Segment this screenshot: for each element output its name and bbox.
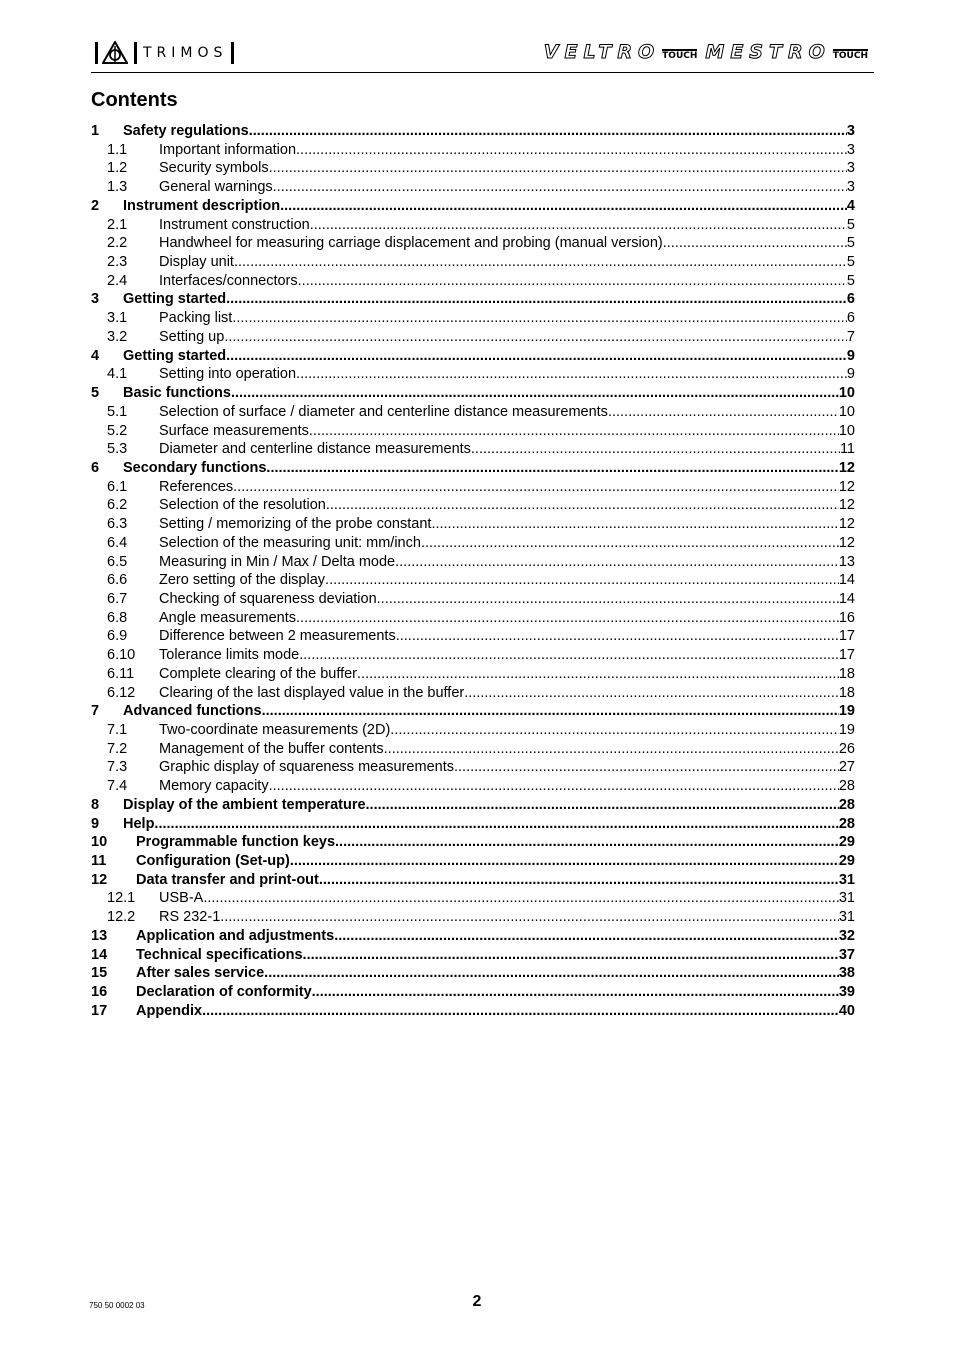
toc-dot-leader bbox=[203, 890, 839, 906]
toc-entry[interactable] bbox=[91, 591, 855, 610]
product-logos bbox=[544, 42, 868, 62]
toc-dot-leader bbox=[262, 703, 839, 719]
toc-dot-leader bbox=[390, 722, 839, 738]
toc-entry-label: General warnings bbox=[159, 179, 273, 196]
toc-entry[interactable] bbox=[91, 366, 855, 385]
toc-entry-label: Diameter and centerline distance measurements bbox=[159, 441, 471, 458]
toc-dot-leader bbox=[232, 310, 847, 326]
toc-dot-leader bbox=[326, 497, 839, 513]
toc-entry-label: Security symbols bbox=[159, 160, 269, 177]
toc-entry-page: 5 bbox=[846, 216, 855, 233]
toc-entry-number: 7.2 bbox=[107, 740, 128, 757]
toc-entry-page: 6 bbox=[846, 310, 855, 327]
toc-dot-leader bbox=[396, 628, 839, 644]
toc-entry-label: Angle measurements bbox=[159, 609, 297, 626]
toc-entry-label: Difference between 2 measurements bbox=[159, 628, 396, 645]
toc-dot-leader bbox=[312, 984, 839, 1000]
toc-dot-leader bbox=[296, 610, 839, 626]
toc-entry-page: 9 bbox=[846, 366, 855, 383]
toc-entry[interactable] bbox=[91, 572, 855, 591]
toc-dot-leader bbox=[395, 554, 839, 570]
toc-entry-page: 5 bbox=[846, 235, 855, 252]
toc-entry-page: 14 bbox=[838, 590, 855, 607]
toc-entry-page: 9 bbox=[846, 347, 855, 364]
toc-entry-label: Instrument construction bbox=[159, 216, 310, 233]
toc-dot-leader bbox=[231, 385, 839, 401]
toc-entry-label: Packing list bbox=[159, 310, 233, 327]
toc-dot-leader bbox=[224, 329, 847, 345]
logo-bar-mid bbox=[134, 42, 137, 64]
toc-entry-label: Technical specifications bbox=[136, 946, 303, 963]
toc-entry-number: 2.3 bbox=[107, 254, 128, 271]
toc-entry[interactable] bbox=[91, 460, 855, 479]
toc-entry[interactable] bbox=[91, 160, 855, 179]
toc-entry-page: 10 bbox=[838, 403, 855, 420]
toc-entry[interactable] bbox=[91, 778, 855, 797]
toc-entry-number: 5.2 bbox=[107, 422, 128, 439]
toc-entry-label: Memory capacity bbox=[159, 778, 269, 795]
toc-entry-page: 13 bbox=[838, 553, 855, 570]
toc-entry-label: Setting / memorizing of the probe constant bbox=[159, 516, 432, 533]
toc-entry-page: 17 bbox=[838, 647, 855, 664]
toc-entry-page: 28 bbox=[838, 815, 855, 832]
toc-entry-number: 7 bbox=[91, 703, 100, 720]
toc-dot-leader bbox=[608, 404, 839, 420]
toc-entry[interactable] bbox=[91, 685, 855, 704]
toc-entry[interactable] bbox=[91, 235, 855, 254]
toc-entry-label: Selection of surface / diameter and centerline distance measurements bbox=[159, 403, 608, 420]
table-of-contents bbox=[91, 123, 855, 1022]
toc-entry-label: Safety regulations bbox=[123, 123, 249, 139]
brand-name: TRIMOS bbox=[143, 45, 228, 61]
toc-dot-leader bbox=[269, 778, 839, 794]
toc-entry-label: RS 232-1 bbox=[159, 909, 221, 926]
toc-dot-leader bbox=[234, 254, 847, 270]
toc-entry-label: Display unit bbox=[159, 254, 234, 271]
toc-entry-number: 6.1 bbox=[107, 478, 128, 495]
toc-entry-label: Checking of squareness deviation bbox=[159, 590, 377, 607]
product-suffix: TOUCH bbox=[662, 51, 698, 61]
toc-entry[interactable] bbox=[91, 928, 855, 947]
toc-entry-number: 6.10 bbox=[107, 647, 136, 664]
toc-entry-label: After sales service bbox=[136, 965, 265, 982]
toc-entry-number: 7.4 bbox=[107, 778, 128, 795]
toc-dot-leader bbox=[266, 460, 838, 476]
toc-dot-leader bbox=[249, 123, 847, 139]
toc-entry[interactable] bbox=[91, 965, 855, 984]
toc-entry[interactable] bbox=[91, 759, 855, 778]
toc-entry-label: Application and adjustments bbox=[136, 927, 335, 944]
toc-entry[interactable] bbox=[91, 479, 855, 498]
toc-entry-page: 12 bbox=[838, 534, 855, 551]
toc-dot-leader bbox=[298, 273, 847, 289]
toc-entry-number: 6.5 bbox=[107, 553, 128, 570]
toc-dot-leader bbox=[226, 348, 847, 364]
toc-entry-page: 38 bbox=[838, 965, 855, 982]
toc-entry-number: 2.1 bbox=[107, 216, 128, 233]
toc-entry[interactable] bbox=[91, 348, 855, 367]
toc-entry-number: 5.3 bbox=[107, 441, 128, 458]
toc-entry-number: 2.4 bbox=[107, 272, 128, 289]
toc-entry-number: 10 bbox=[91, 834, 108, 851]
toc-entry-label: Complete clearing of the buffer bbox=[159, 665, 358, 682]
toc-entry-label: Basic functions bbox=[123, 385, 231, 402]
toc-entry-page: 31 bbox=[838, 871, 855, 888]
toc-entry[interactable] bbox=[91, 497, 855, 516]
toc-entry-number: 6.6 bbox=[107, 572, 128, 589]
toc-entry-number: 2.2 bbox=[107, 235, 128, 252]
toc-entry[interactable] bbox=[91, 1003, 855, 1022]
toc-dot-leader bbox=[335, 834, 839, 850]
toc-dot-leader bbox=[366, 797, 839, 813]
toc-entry[interactable] bbox=[91, 703, 855, 722]
product-name: MESTRO bbox=[705, 41, 831, 63]
toc-dot-leader bbox=[154, 816, 838, 832]
toc-entry-number: 3.1 bbox=[107, 310, 128, 327]
toc-entry-number: 1.1 bbox=[107, 141, 128, 158]
toc-entry-number: 12.2 bbox=[107, 909, 136, 926]
toc-entry[interactable] bbox=[91, 741, 855, 760]
product-logo-veltro bbox=[544, 42, 698, 62]
toc-entry-label: Data transfer and print-out bbox=[136, 871, 319, 888]
toc-entry-page: 3 bbox=[846, 141, 855, 158]
toc-entry-page: 16 bbox=[838, 609, 855, 626]
toc-dot-leader bbox=[454, 759, 839, 775]
toc-entry-label: Important information bbox=[159, 141, 297, 158]
toc-entry-page: 3 bbox=[846, 160, 855, 177]
toc-entry-number: 11 bbox=[91, 853, 107, 870]
toc-entry-page: 3 bbox=[846, 179, 855, 196]
toc-entry[interactable] bbox=[91, 385, 855, 404]
toc-dot-leader bbox=[273, 179, 847, 195]
toc-entry-number: 6 bbox=[91, 459, 100, 476]
toc-entry-page: 26 bbox=[838, 740, 855, 757]
toc-entry-page: 32 bbox=[838, 927, 855, 944]
toc-entry[interactable] bbox=[91, 179, 855, 198]
toc-entry-label: Setting into operation bbox=[159, 366, 297, 383]
toc-entry-number: 7.3 bbox=[107, 759, 128, 776]
toc-entry-page: 3 bbox=[846, 123, 855, 139]
toc-entry-number: 6.3 bbox=[107, 516, 128, 533]
toc-entry-number: 6.12 bbox=[107, 684, 136, 701]
toc-entry[interactable] bbox=[91, 217, 855, 236]
toc-entry[interactable] bbox=[91, 329, 855, 348]
toc-entry-number: 5 bbox=[91, 385, 100, 402]
toc-entry-label: Measuring in Min / Max / Delta mode bbox=[159, 553, 396, 570]
toc-entry-label: Zero setting of the display bbox=[159, 572, 326, 589]
toc-entry-label: References bbox=[159, 478, 234, 495]
page-number: 2 bbox=[472, 1293, 482, 1310]
toc-entry-page: 17 bbox=[838, 628, 855, 645]
toc-entry-number: 6.4 bbox=[107, 534, 128, 551]
toc-entry-label: Surface measurements bbox=[159, 422, 309, 439]
toc-entry-number: 7.1 bbox=[107, 722, 128, 738]
toc-entry[interactable] bbox=[91, 797, 855, 816]
toc-entry-number: 1 bbox=[91, 123, 100, 139]
toc-entry-label: Two-coordinate measurements (2D) bbox=[159, 722, 391, 738]
toc-dot-leader bbox=[464, 685, 839, 701]
page-header bbox=[91, 34, 874, 73]
toc-entry-number: 1.2 bbox=[107, 160, 128, 177]
toc-entry-number: 13 bbox=[91, 927, 108, 944]
toc-dot-leader bbox=[233, 479, 839, 495]
toc-entry-label: Advanced functions bbox=[123, 703, 262, 720]
toc-entry-label: Instrument description bbox=[123, 197, 281, 214]
toc-entry-label: Getting started bbox=[123, 291, 227, 308]
toc-entry-page: 5 bbox=[846, 254, 855, 271]
product-suffix: TOUCH bbox=[832, 51, 868, 61]
toc-entry-label: Graphic display of squareness measurements bbox=[159, 759, 454, 776]
toc-entry-page: 7 bbox=[846, 328, 855, 345]
toc-entry-page: 10 bbox=[838, 385, 855, 402]
toc-entry[interactable] bbox=[91, 291, 855, 310]
toc-entry[interactable] bbox=[91, 441, 855, 460]
toc-entry-page: 10 bbox=[838, 422, 855, 439]
toc-entry-number: 3 bbox=[91, 291, 100, 308]
toc-dot-leader bbox=[290, 853, 839, 869]
toc-entry-number: 5.1 bbox=[107, 403, 128, 420]
toc-entry-number: 16 bbox=[91, 984, 108, 1001]
toc-entry-page: 11 bbox=[839, 441, 855, 458]
toc-entry-number: 1.3 bbox=[107, 179, 128, 196]
toc-dot-leader bbox=[264, 965, 839, 981]
toc-entry-label: Selection of the measuring unit: mm/inch bbox=[159, 534, 421, 551]
toc-entry[interactable] bbox=[91, 853, 855, 872]
toc-dot-leader bbox=[226, 291, 847, 307]
toc-entry-page: 37 bbox=[838, 946, 855, 963]
toc-entry[interactable] bbox=[91, 610, 855, 629]
toc-entry-page: 28 bbox=[838, 778, 855, 795]
toc-dot-leader bbox=[310, 217, 847, 233]
toc-entry[interactable] bbox=[91, 198, 855, 217]
toc-entry[interactable] bbox=[91, 909, 855, 928]
toc-entry[interactable] bbox=[91, 834, 855, 853]
toc-dot-leader bbox=[220, 909, 839, 925]
toc-entry-number: 6.7 bbox=[107, 590, 128, 607]
toc-entry-label: Appendix bbox=[136, 1002, 203, 1019]
toc-entry[interactable] bbox=[91, 142, 855, 161]
toc-entry-number: 12 bbox=[91, 871, 108, 888]
toc-entry-label: Management of the buffer contents bbox=[159, 740, 384, 757]
toc-entry[interactable] bbox=[91, 535, 855, 554]
toc-entry[interactable] bbox=[91, 254, 855, 273]
toc-entry[interactable] bbox=[91, 273, 855, 292]
toc-entry[interactable] bbox=[91, 722, 855, 741]
toc-entry-label: Tolerance limits mode bbox=[159, 647, 300, 664]
toc-entry-label: Interfaces/connectors bbox=[159, 272, 298, 289]
toc-entry-label: Selection of the resolution bbox=[159, 497, 326, 514]
toc-dot-leader bbox=[471, 441, 840, 457]
toc-entry[interactable] bbox=[91, 890, 855, 909]
toc-entry[interactable] bbox=[91, 404, 855, 423]
page-title: Contents bbox=[91, 89, 178, 111]
toc-entry-page: 6 bbox=[846, 291, 855, 308]
toc-entry-number: 9 bbox=[91, 815, 100, 832]
toc-dot-leader bbox=[309, 423, 839, 439]
toc-dot-leader bbox=[384, 741, 839, 757]
toc-entry-label: USB-A bbox=[159, 890, 204, 907]
toc-dot-leader bbox=[319, 872, 839, 888]
toc-entry[interactable] bbox=[91, 947, 855, 966]
toc-entry-label: Display of the ambient temperature bbox=[123, 796, 366, 813]
toc-entry-number: 6.9 bbox=[107, 628, 128, 645]
toc-entry-page: 18 bbox=[838, 684, 855, 701]
logo-bar-right bbox=[231, 42, 234, 64]
toc-entry-number: 14 bbox=[91, 946, 108, 963]
toc-dot-leader bbox=[280, 198, 847, 214]
toc-entry-number: 3.2 bbox=[107, 328, 128, 345]
toc-dot-leader bbox=[296, 366, 847, 382]
toc-entry-label: Getting started bbox=[123, 347, 227, 364]
toc-entry-label: Handwheel for measuring carriage displacement and probing (manual version) bbox=[159, 235, 663, 252]
toc-dot-leader bbox=[663, 235, 847, 251]
toc-entry-label: Programmable function keys bbox=[136, 834, 336, 851]
toc-entry-label: Secondary functions bbox=[123, 459, 267, 476]
toc-dot-leader bbox=[421, 535, 839, 551]
toc-entry[interactable] bbox=[91, 310, 855, 329]
toc-entry[interactable] bbox=[91, 984, 855, 1003]
toc-entry[interactable] bbox=[91, 123, 855, 142]
toc-dot-leader bbox=[269, 160, 847, 176]
toc-entry-label: Help bbox=[123, 815, 155, 832]
toc-entry-page: 12 bbox=[838, 497, 855, 514]
toc-dot-leader bbox=[377, 591, 839, 607]
toc-entry-page: 29 bbox=[838, 834, 855, 851]
toc-entry-page: 4 bbox=[846, 197, 855, 214]
toc-dot-leader bbox=[357, 666, 839, 682]
toc-dot-leader bbox=[303, 947, 839, 963]
toc-entry-page: 12 bbox=[838, 478, 855, 495]
toc-dot-leader bbox=[299, 647, 839, 663]
trimos-logo bbox=[95, 40, 234, 66]
toc-entry-page: 39 bbox=[838, 984, 855, 1001]
toc-entry[interactable] bbox=[91, 423, 855, 442]
toc-entry-page: 19 bbox=[838, 722, 855, 738]
toc-entry-page: 28 bbox=[838, 796, 855, 813]
toc-entry-page: 40 bbox=[838, 1002, 855, 1019]
toc-entry-number: 17 bbox=[91, 1002, 108, 1019]
toc-entry-number: 6.8 bbox=[107, 609, 128, 626]
toc-entry[interactable] bbox=[91, 554, 855, 573]
toc-entry[interactable] bbox=[91, 872, 855, 891]
document-code: 750 50 0002 03 bbox=[89, 1301, 145, 1310]
toc-dot-leader bbox=[202, 1003, 839, 1019]
toc-entry-number: 4 bbox=[91, 347, 100, 364]
toc-entry-page: 5 bbox=[846, 272, 855, 289]
toc-entry-page: 18 bbox=[838, 665, 855, 682]
toc-entry[interactable] bbox=[91, 816, 855, 835]
toc-entry-page: 14 bbox=[838, 572, 855, 589]
toc-entry[interactable] bbox=[91, 628, 855, 647]
logo-bar-left bbox=[95, 42, 98, 64]
toc-entry-label: Setting up bbox=[159, 328, 225, 345]
toc-dot-leader bbox=[325, 572, 839, 588]
toc-dot-leader bbox=[431, 516, 838, 532]
product-name: VELTRO bbox=[543, 41, 661, 63]
toc-entry-page: 27 bbox=[838, 759, 855, 776]
toc-entry[interactable] bbox=[91, 666, 855, 685]
toc-entry-page: 31 bbox=[838, 890, 855, 907]
toc-entry-number: 2 bbox=[91, 197, 100, 214]
toc-entry-number: 6.11 bbox=[107, 665, 135, 682]
toc-entry-label: Clearing of the last displayed value in the buffer bbox=[159, 684, 465, 701]
toc-entry-page: 19 bbox=[838, 703, 855, 720]
toc-dot-leader bbox=[334, 928, 839, 944]
toc-entry-label: Declaration of conformity bbox=[136, 984, 312, 1001]
toc-entry-page: 29 bbox=[838, 853, 855, 870]
toc-dot-leader bbox=[296, 142, 847, 158]
toc-entry-number: 12.1 bbox=[107, 890, 136, 907]
toc-entry-page: 12 bbox=[838, 516, 855, 533]
toc-entry-number: 4.1 bbox=[107, 366, 128, 383]
product-logo-mestro bbox=[705, 42, 868, 62]
toc-entry[interactable] bbox=[91, 516, 855, 535]
toc-entry-page: 31 bbox=[838, 909, 855, 926]
toc-entry-number: 15 bbox=[91, 965, 108, 982]
toc-entry-label: Configuration (Set-up) bbox=[136, 853, 290, 870]
toc-entry-page: 12 bbox=[838, 459, 855, 476]
toc-entry[interactable] bbox=[91, 647, 855, 666]
toc-entry-number: 6.2 bbox=[107, 497, 128, 514]
trimos-emblem-icon bbox=[102, 41, 128, 65]
toc-entry-number: 8 bbox=[91, 796, 100, 813]
